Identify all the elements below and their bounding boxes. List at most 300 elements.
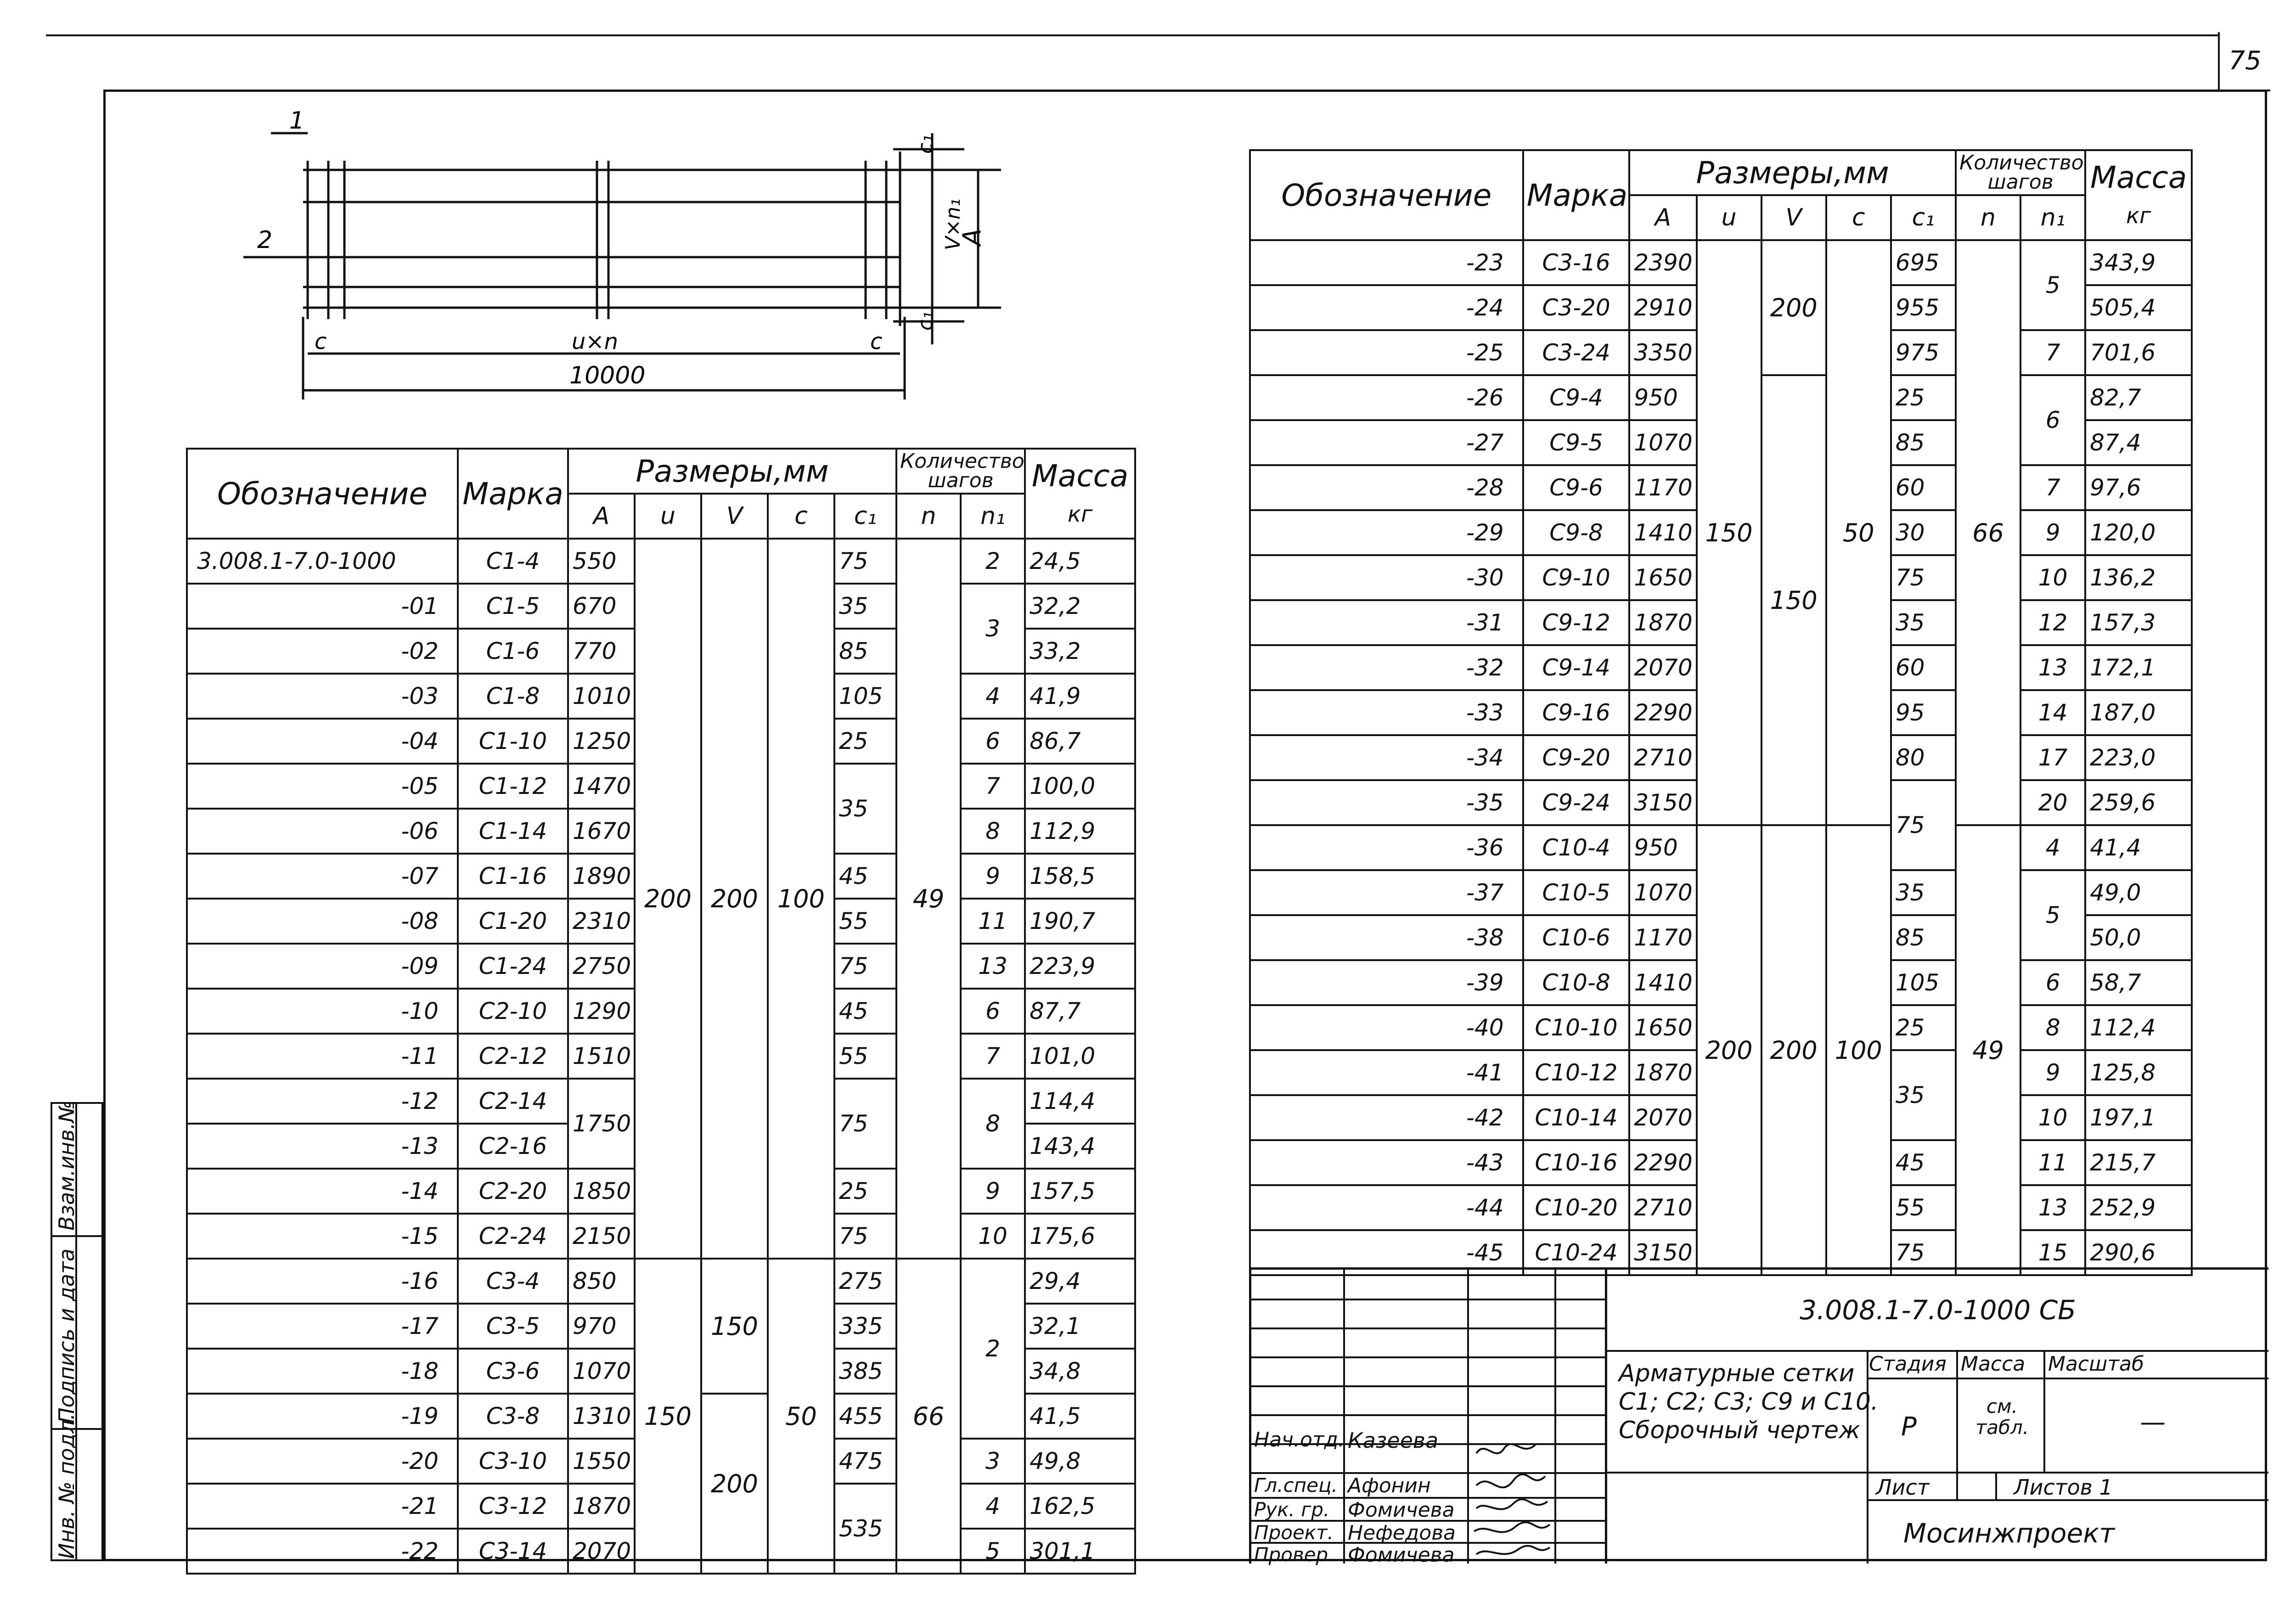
merged-n-66: 66 <box>1956 240 2020 825</box>
row-n1: 4 <box>2020 825 2085 870</box>
row-n1: 7 <box>2020 465 2085 510</box>
row-A: 1410 <box>1629 960 1696 1005</box>
row-mass: 120,0 <box>2085 510 2192 555</box>
row-A: 1070 <box>1629 420 1696 465</box>
row-code: -25 <box>1250 330 1523 375</box>
row-c1: 105 <box>1891 960 1956 1005</box>
row-mass: 87,7 <box>1025 989 1135 1034</box>
label-v-n1: V×n₁ <box>941 198 965 250</box>
signer-name: Казеева <box>1348 1428 1439 1453</box>
row-A: 1290 <box>568 989 635 1034</box>
signer-role: Рук. гр. <box>1254 1498 1330 1521</box>
row-mass: 112,9 <box>1025 809 1135 854</box>
row-c1: 75 <box>1891 1230 1956 1275</box>
title-line: С1; С2; С3; С9 и С10. <box>1619 1388 1879 1416</box>
row-A: 950 <box>1629 825 1696 870</box>
row-n1: 13 <box>961 944 1025 989</box>
row-code: -21 <box>187 1484 458 1529</box>
row-A: 1870 <box>1629 1050 1696 1095</box>
row-mark: С9-5 <box>1523 420 1630 465</box>
signer-name: Фомичева <box>1348 1498 1455 1522</box>
table-row <box>187 1259 1135 1304</box>
row-n1: 10 <box>2020 1095 2085 1140</box>
row-mark: С2-20 <box>458 1169 568 1214</box>
row-A: 2710 <box>1629 735 1696 780</box>
row-n1: 7 <box>961 764 1025 809</box>
row-A: 2290 <box>1629 690 1696 735</box>
row-mark: С1-16 <box>458 854 568 899</box>
merged-A-1750: 1750 <box>568 1079 635 1169</box>
row-mark: С10-12 <box>1523 1050 1630 1095</box>
row-n1: 13 <box>2020 1185 2085 1230</box>
row-code: -32 <box>1250 645 1523 690</box>
row-A: 2310 <box>568 899 635 944</box>
merged-V-200: 200 <box>1761 240 1826 375</box>
row-mark: С1-24 <box>458 944 568 989</box>
row-n1: 11 <box>2020 1140 2085 1185</box>
doc-code-cell <box>1607 1270 2268 1352</box>
row-n1: 4 <box>961 674 1025 719</box>
row-A: 1070 <box>568 1349 635 1394</box>
row-A: 1550 <box>568 1439 635 1484</box>
row-mark: С10-8 <box>1523 960 1630 1005</box>
merged-n1-5b: 5 <box>2020 870 2085 960</box>
row-c1: 25 <box>834 1169 896 1214</box>
row-mark: С10-4 <box>1523 825 1630 870</box>
row-mark: С10-24 <box>1523 1230 1630 1275</box>
row-A: 2070 <box>568 1529 635 1574</box>
row-c1: 55 <box>834 899 896 944</box>
row-code: -11 <box>187 1034 458 1079</box>
row-mark: С3-6 <box>458 1349 568 1394</box>
header-u: u <box>1697 195 1761 240</box>
row-mass: 50,0 <box>2085 915 2192 960</box>
row-mass: 259,6 <box>2085 780 2192 825</box>
row-mass: 197,1 <box>2085 1095 2192 1140</box>
row-mark: С1-6 <box>458 629 568 674</box>
page-number-text: 75 <box>2228 46 2262 76</box>
header-n: n <box>1956 195 2020 240</box>
header-c: c <box>1826 195 1891 240</box>
table-row <box>1250 240 2192 285</box>
merged-c1-75: 75 <box>1891 780 1956 870</box>
row-c1: 30 <box>1891 510 1956 555</box>
row-mark: С10-16 <box>1523 1140 1630 1185</box>
title-line: Арматурные сетки <box>1619 1360 1855 1387</box>
row-mass: 114,4 <box>1025 1079 1135 1124</box>
row-code: -17 <box>187 1304 458 1349</box>
row-mass: 158,5 <box>1025 854 1135 899</box>
row-c1: 45 <box>834 989 896 1034</box>
header-u: u <box>635 494 701 539</box>
row-n1: 4 <box>961 1484 1025 1529</box>
label-c-left: c <box>315 329 327 354</box>
row-A: 1870 <box>1629 600 1696 645</box>
row-A: 1650 <box>1629 555 1696 600</box>
row-n1: 11 <box>961 899 1025 944</box>
row-code: -31 <box>1250 600 1523 645</box>
header-V: V <box>701 494 768 539</box>
row-mark: С1-5 <box>458 584 568 629</box>
signer-name: Афонин <box>1348 1474 1431 1497</box>
row-mark: С9-20 <box>1523 735 1630 780</box>
row-code: -41 <box>1250 1050 1523 1095</box>
merged-n1-5: 5 <box>2020 240 2085 330</box>
row-mass: 223,9 <box>1025 944 1135 989</box>
row-n1: 17 <box>2020 735 2085 780</box>
row-mark: С3-4 <box>458 1259 568 1304</box>
header-mark: Марка <box>1523 150 1630 240</box>
callout-2: 2 <box>257 226 273 254</box>
row-mark: С3-20 <box>1523 285 1630 330</box>
merged-c1-75: 75 <box>834 1079 896 1169</box>
row-code: 3.008.1-7.0-1000 <box>187 539 458 584</box>
row-code: -18 <box>187 1349 458 1394</box>
merged-u-200: 200 <box>1697 825 1761 1275</box>
title-line: Сборочный чертеж <box>1619 1417 1860 1444</box>
header-n1: n₁ <box>2020 195 2085 240</box>
header-A: A <box>1629 195 1696 240</box>
row-code: -40 <box>1250 1005 1523 1050</box>
row-mark: С10-10 <box>1523 1005 1630 1050</box>
row-mass: 49,8 <box>1025 1439 1135 1484</box>
row-code: -34 <box>1250 735 1523 780</box>
row-mark: С2-16 <box>458 1124 568 1169</box>
row-mark: С1-4 <box>458 539 568 584</box>
merged-n1-3: 3 <box>961 584 1025 674</box>
header-A: A <box>568 494 635 539</box>
row-mark: С3-5 <box>458 1304 568 1349</box>
row-code: -06 <box>187 809 458 854</box>
row-code: -13 <box>187 1124 458 1169</box>
row-mark: С3-24 <box>1523 330 1630 375</box>
row-code: -20 <box>187 1439 458 1484</box>
row-code: -29 <box>1250 510 1523 555</box>
row-mass: 125,8 <box>2085 1050 2192 1095</box>
header-mass: Масса кг <box>1025 449 1135 539</box>
callout-1: 1 <box>289 107 305 135</box>
sidebar-row-lines <box>51 1235 103 1237</box>
row-code: -30 <box>1250 555 1523 600</box>
row-mass: 505,4 <box>2085 285 2192 330</box>
row-n1: 9 <box>2020 1050 2085 1095</box>
row-c1: 60 <box>1891 465 1956 510</box>
row-A: 1890 <box>568 854 635 899</box>
mesh-sketch <box>230 106 986 404</box>
merged-n1-6: 6 <box>2020 375 2085 465</box>
page-number <box>2218 32 2270 91</box>
table-row <box>187 539 1135 584</box>
row-n1: 9 <box>2020 510 2085 555</box>
label-c1-top: c₁ <box>914 135 937 154</box>
stage-label: Стадия <box>1869 1352 1947 1376</box>
row-mark: С2-10 <box>458 989 568 1034</box>
row-n1: 8 <box>961 809 1025 854</box>
row-c1: 35 <box>1891 600 1956 645</box>
row-c1: 25 <box>1891 1005 1956 1050</box>
row-mass: 190,7 <box>1025 899 1135 944</box>
row-mark: С3-8 <box>458 1394 568 1439</box>
row-n1: 9 <box>961 854 1025 899</box>
row-c1: 35 <box>1891 870 1956 915</box>
row-mass: 112,4 <box>2085 1005 2192 1050</box>
right-spec-table <box>1249 149 2193 1276</box>
row-mass: 100,0 <box>1025 764 1135 809</box>
row-A: 1070 <box>1629 870 1696 915</box>
row-n1: 5 <box>961 1529 1025 1574</box>
row-mass: 252,9 <box>2085 1185 2192 1230</box>
row-mark: С9-6 <box>1523 465 1630 510</box>
header-steps: Количество шагов <box>896 449 1025 494</box>
row-A: 1010 <box>568 674 635 719</box>
merged-V-200b: 200 <box>701 1394 768 1574</box>
row-n1: 7 <box>961 1034 1025 1079</box>
row-code: -19 <box>187 1394 458 1439</box>
label-A: A <box>957 229 986 246</box>
row-c1: 75 <box>834 1214 896 1259</box>
header-designation: Обозначение <box>187 449 458 539</box>
row-code: -45 <box>1250 1230 1523 1275</box>
row-A: 2710 <box>1629 1185 1696 1230</box>
merged-u-150: 150 <box>1697 240 1761 825</box>
table-row <box>1250 825 2192 870</box>
row-mass: 143,4 <box>1025 1124 1135 1169</box>
row-code: -01 <box>187 584 458 629</box>
row-code: -09 <box>187 944 458 989</box>
row-mass: 32,2 <box>1025 584 1135 629</box>
row-c1: 75 <box>1891 555 1956 600</box>
row-mass: 157,5 <box>1025 1169 1135 1214</box>
signature-grid <box>1251 1270 1605 1567</box>
row-code: -04 <box>187 719 458 764</box>
mass-value: см. табл. <box>1975 1395 2029 1439</box>
merged-V-200b: 200 <box>1761 825 1826 1275</box>
row-code: -38 <box>1250 915 1523 960</box>
row-c1: 975 <box>1891 330 1956 375</box>
row-n1: 10 <box>2020 555 2085 600</box>
row-code: -02 <box>187 629 458 674</box>
row-code: -43 <box>1250 1140 1523 1185</box>
row-c1: 455 <box>834 1394 896 1439</box>
row-c1: 75 <box>834 539 896 584</box>
handwritten-signatures <box>1467 1435 1554 1564</box>
row-code: -16 <box>187 1259 458 1304</box>
row-mass: 701,6 <box>2085 330 2192 375</box>
merged-V-150: 150 <box>701 1259 768 1394</box>
sidebar-sign-date: Подпись и дата <box>54 1248 79 1423</box>
row-mass: 34,8 <box>1025 1349 1135 1394</box>
row-mark: С10-14 <box>1523 1095 1630 1140</box>
merged-n1-8: 8 <box>961 1079 1025 1169</box>
row-code: -24 <box>1250 285 1523 330</box>
row-mark: С10-5 <box>1523 870 1630 915</box>
signer-role: Проект. <box>1254 1521 1334 1544</box>
row-A: 1650 <box>1629 1005 1696 1050</box>
row-mark: С2-14 <box>458 1079 568 1124</box>
row-A: 2290 <box>1629 1140 1696 1185</box>
row-A: 1250 <box>568 719 635 764</box>
label-u-n: u×n <box>572 329 619 354</box>
row-A: 3150 <box>1629 780 1696 825</box>
title-block <box>1249 1267 2268 1567</box>
row-mass: 29,4 <box>1025 1259 1135 1304</box>
row-mass: 41,9 <box>1025 674 1135 719</box>
row-code: -23 <box>1250 240 1523 285</box>
row-code: -44 <box>1250 1185 1523 1230</box>
row-c1: 60 <box>1891 645 1956 690</box>
row-mass: 301,1 <box>1025 1529 1135 1574</box>
row-code: -27 <box>1250 420 1523 465</box>
row-code: -05 <box>187 764 458 809</box>
merged-c1-35: 35 <box>1891 1050 1956 1140</box>
left-spec-table <box>186 448 1136 1575</box>
row-mass: 157,3 <box>2085 600 2192 645</box>
row-mass: 175,6 <box>1025 1214 1135 1259</box>
row-A: 3350 <box>1629 330 1696 375</box>
row-mass: 172,1 <box>2085 645 2192 690</box>
row-A: 1170 <box>1629 915 1696 960</box>
label-length: 10000 <box>569 362 646 389</box>
merged-u-200: 200 <box>635 539 701 1259</box>
header-steps: Количество шагов <box>1956 150 2085 195</box>
row-c1: 85 <box>1891 915 1956 960</box>
merged-c-100: 100 <box>768 539 834 1259</box>
drawing-title <box>1619 1359 1894 1445</box>
row-n1: 12 <box>2020 600 2085 645</box>
row-mark: С1-10 <box>458 719 568 764</box>
row-mark: С3-16 <box>1523 240 1630 285</box>
merged-c1-35: 35 <box>834 764 896 854</box>
header-c1: c₁ <box>1891 195 1956 240</box>
row-c1: 335 <box>834 1304 896 1349</box>
organization: Мосинжпроект <box>1903 1518 2115 1549</box>
row-n1: 6 <box>961 719 1025 764</box>
row-c1: 385 <box>834 1349 896 1394</box>
row-mark: С10-6 <box>1523 915 1630 960</box>
row-A: 1870 <box>568 1484 635 1529</box>
label-c-right: c <box>870 329 883 354</box>
row-code: -37 <box>1250 870 1523 915</box>
row-mark: С1-20 <box>458 899 568 944</box>
header-V: V <box>1761 195 1826 240</box>
row-mark: С3-14 <box>458 1529 568 1574</box>
row-n1: 6 <box>2020 960 2085 1005</box>
merged-n-49: 49 <box>896 539 961 1259</box>
header-n1: n₁ <box>961 494 1025 539</box>
header-designation: Обозначение <box>1250 150 1523 240</box>
row-c1: 955 <box>1891 285 1956 330</box>
row-mark: С2-12 <box>458 1034 568 1079</box>
row-mark: С3-12 <box>458 1484 568 1529</box>
row-n1: 9 <box>961 1169 1025 1214</box>
signer-name: Фомичева <box>1348 1543 1455 1567</box>
row-A: 770 <box>568 629 635 674</box>
row-mass: 82,7 <box>2085 375 2192 420</box>
row-mass: 101,0 <box>1025 1034 1135 1079</box>
row-code: -10 <box>187 989 458 1034</box>
row-mark: С9-10 <box>1523 555 1630 600</box>
row-code: -36 <box>1250 825 1523 870</box>
signer-role: Нач.отд. <box>1254 1428 1345 1451</box>
row-code: -08 <box>187 899 458 944</box>
doc-code: 3.008.1-7.0-1000 СБ <box>1800 1294 2076 1326</box>
row-c1: 35 <box>834 584 896 629</box>
merged-c1-535: 535 <box>834 1484 896 1574</box>
row-mass: 343,9 <box>2085 240 2192 285</box>
row-n1: 7 <box>2020 330 2085 375</box>
row-c1: 105 <box>834 674 896 719</box>
row-mark: С9-14 <box>1523 645 1630 690</box>
header-mass: Масса кг <box>2085 150 2192 240</box>
row-code: -12 <box>187 1079 458 1124</box>
row-A: 1170 <box>1629 465 1696 510</box>
row-code: -35 <box>1250 780 1523 825</box>
row-n1: 10 <box>961 1214 1025 1259</box>
row-n1: 13 <box>2020 645 2085 690</box>
row-c1: 85 <box>834 629 896 674</box>
row-code: -07 <box>187 854 458 899</box>
row-mark: С10-20 <box>1523 1185 1630 1230</box>
row-A: 970 <box>568 1304 635 1349</box>
row-n1: 8 <box>2020 1005 2085 1050</box>
row-mark: С9-8 <box>1523 510 1630 555</box>
row-mass: 41,4 <box>2085 825 2192 870</box>
row-A: 1510 <box>568 1034 635 1079</box>
row-mass: 290,6 <box>2085 1230 2192 1275</box>
merged-n-49: 49 <box>1956 825 2020 1275</box>
row-A: 3150 <box>1629 1230 1696 1275</box>
row-mark: С1-12 <box>458 764 568 809</box>
row-mark: С3-10 <box>458 1439 568 1484</box>
merged-n1-2: 2 <box>961 1259 1025 1439</box>
row-A: 1410 <box>1629 510 1696 555</box>
row-c1: 55 <box>1891 1185 1956 1230</box>
row-mass: 136,2 <box>2085 555 2192 600</box>
sidebar-inv-orig: Инв. № подл. <box>54 1413 79 1559</box>
row-mass: 24,5 <box>1025 539 1135 584</box>
row-code: -42 <box>1250 1095 1523 1140</box>
row-n1: 6 <box>961 989 1025 1034</box>
row-n1: 3 <box>961 1439 1025 1484</box>
header-n: n <box>896 494 961 539</box>
row-mark: С1-14 <box>458 809 568 854</box>
row-code: -22 <box>187 1529 458 1574</box>
row-A: 1670 <box>568 809 635 854</box>
row-A: 2070 <box>1629 1095 1696 1140</box>
header-c1: c₁ <box>834 494 896 539</box>
row-A: 1850 <box>568 1169 635 1214</box>
row-c1: 45 <box>1891 1140 1956 1185</box>
merged-n-66: 66 <box>896 1259 961 1574</box>
row-c1: 55 <box>834 1034 896 1079</box>
header-mark: Марка <box>458 449 568 539</box>
row-mass: 223,0 <box>2085 735 2192 780</box>
row-A: 670 <box>568 584 635 629</box>
row-mark: С9-16 <box>1523 690 1630 735</box>
row-c1: 25 <box>834 719 896 764</box>
merged-u-150: 150 <box>635 1259 701 1574</box>
row-A: 1310 <box>568 1394 635 1439</box>
row-mass: 215,7 <box>2085 1140 2192 1185</box>
row-mass: 33,2 <box>1025 629 1135 674</box>
signer-role: Гл.спец. <box>1254 1474 1338 1496</box>
scale-value: — <box>2140 1407 2166 1437</box>
sheet-label: Лист <box>1876 1475 1930 1500</box>
row-c1: 80 <box>1891 735 1956 780</box>
row-c1: 275 <box>834 1259 896 1304</box>
signer-role: Провер. <box>1254 1543 1334 1566</box>
row-mass: 32,1 <box>1025 1304 1135 1349</box>
